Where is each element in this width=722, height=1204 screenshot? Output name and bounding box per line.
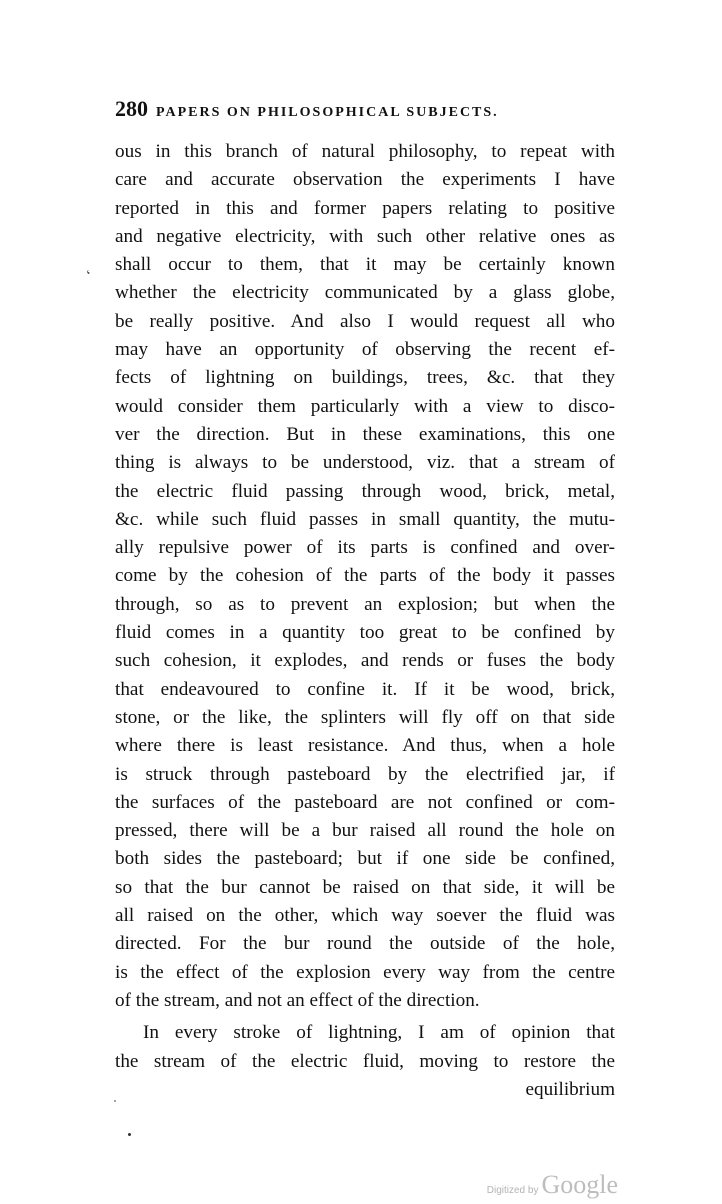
text-line: through, so as to prevent an explosion; but when the	[115, 593, 615, 615]
text-line: be really positive. And also I would request all who	[115, 310, 615, 332]
text-line: reported in this and former papers relating to positive	[115, 197, 615, 219]
text-line: directed. For the bur round the outside of the hole,	[115, 933, 615, 955]
text-line: whether the electricity communicated by a glass globe,	[115, 282, 615, 304]
text-line: ous in this branch of natural philosophy, to repeat with	[115, 141, 615, 162]
text-line: the surfaces of the pasteboard are not confined or com-	[115, 791, 615, 813]
text-line: In every stroke of lightning, I am of opinion that	[143, 1022, 615, 1044]
text-line: all raised on the other, which way soever the fluid was	[115, 905, 615, 927]
text-line: stone, or the like, the splinters will fly off on that side	[115, 706, 615, 728]
text-line: both sides the pasteboard; but if one side be confined,	[115, 848, 615, 870]
text-line: pressed, there will be a bur raised all round the hole on	[115, 820, 615, 842]
text-line: care and accurate observation the experiments I have	[115, 169, 615, 191]
text-line: where there is least resistance. And thus, when a hole	[115, 735, 615, 757]
running-head: PAPERS ON PHILOSOPHICAL SUBJECTS.	[156, 105, 499, 120]
text-line: thing is always to be understood, viz. that a stream of	[115, 452, 615, 474]
watermark-prefix: Digitized by	[486, 1185, 539, 1196]
google-logo: Google	[541, 1170, 618, 1199]
text-line: &c. while such fluid passes in small quantity, the mutu-	[115, 508, 615, 530]
text-line: is the effect of the explosion every way from the centre	[115, 961, 615, 983]
page-number: 280	[115, 96, 148, 121]
text-line: the electric fluid passing through wood, brick, metal,	[115, 480, 615, 502]
text-line: ver the direction. But in these examinations, this one	[115, 423, 615, 445]
body-text	[115, 138, 615, 1104]
text-line: may have an opportunity of observing the recent ef-	[115, 339, 615, 361]
text-line: fects of lightning on buildings, trees, &c. that they	[115, 367, 615, 389]
stray-mark	[114, 1100, 116, 1102]
text-line: would consider them particularly with a view to disco-	[115, 395, 615, 417]
text-line: ally repulsive power of its parts is confined and over-	[115, 537, 615, 559]
catchword: equilibrium	[525, 1078, 615, 1100]
page-header	[115, 96, 615, 122]
text-line: and negative electricity, with such other relative ones as	[115, 225, 615, 247]
text-line: is struck through pasteboard by the electrified jar, if	[115, 763, 615, 785]
text-line: fluid comes in a quantity too great to be confined by	[115, 622, 615, 644]
text-line: shall occur to them, that it may be certainly known	[115, 254, 615, 276]
stray-mark	[128, 1133, 131, 1136]
margin-mark: ‘	[84, 267, 96, 284]
text-line: the stream of the electric fluid, moving to restore the	[115, 1050, 615, 1072]
text-line: such cohesion, it explodes, and rends or fuses the body	[115, 650, 615, 672]
text-line: that endeavoured to confine it. If it be wood, brick,	[115, 678, 615, 700]
text-line: come by the cohesion of the parts of the body it passes	[115, 565, 615, 587]
text-line: of the stream, and not an effect of the direction.	[115, 989, 480, 1011]
digitized-watermark	[487, 1170, 618, 1200]
text-line: so that the bur cannot be raised on that side, it will be	[115, 876, 615, 898]
